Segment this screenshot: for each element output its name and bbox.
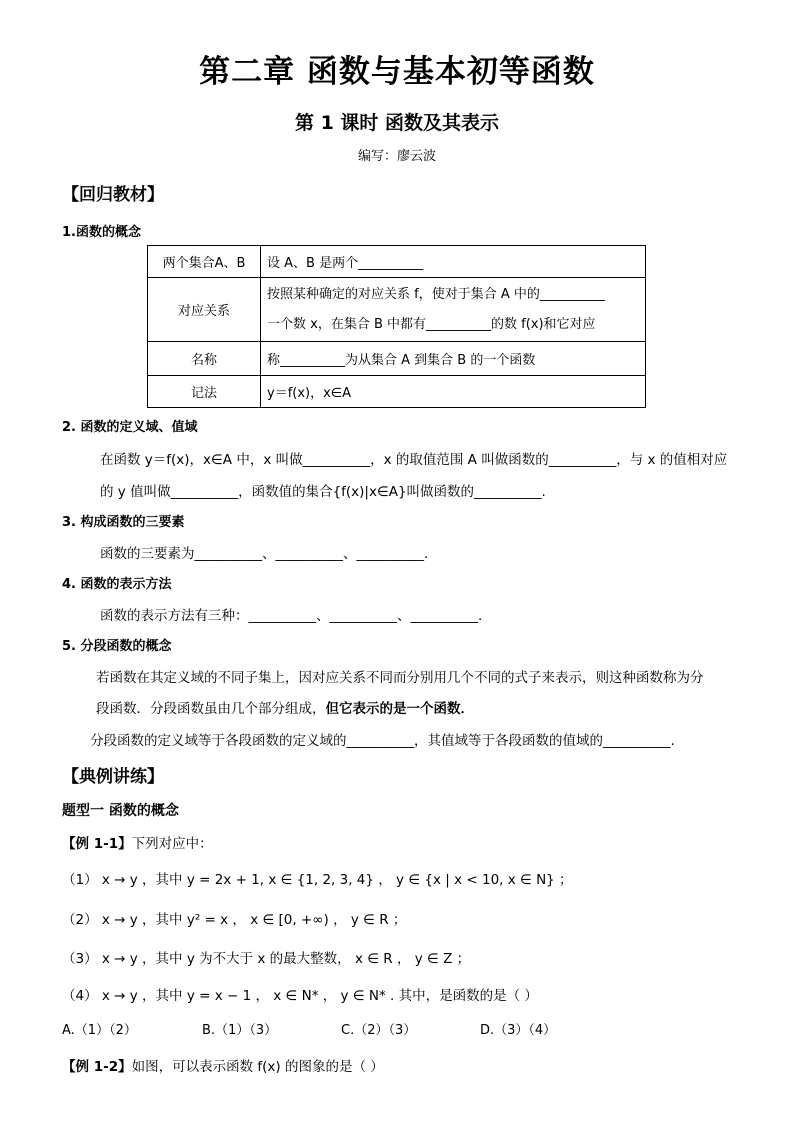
list-item: （2） x → y ，其中 y² = x ， x ∈ [0, +∞) ， y ∈ R ； bbox=[62, 912, 407, 928]
concept-table bbox=[147, 245, 646, 408]
table-cell-content: 称__________为从集合 A 到集合 B 的一个函数 bbox=[261, 342, 646, 376]
piecewise-text: 段函数．分段函数虽由几个部分组成， bbox=[96, 701, 326, 717]
example-tag: 【例 1-1】 bbox=[62, 836, 132, 852]
paragraph-three-elements: 函数的三要素为__________、__________、__________. bbox=[100, 546, 429, 562]
paragraph-piecewise-line1: 若函数在其定义域的不同子集上，因对应关系不同而分别用几个不同的式子来表示，则这种函数称为分 bbox=[96, 670, 704, 686]
paragraph-representation: 函数的表示方法有三种：__________、__________、__________. bbox=[100, 608, 483, 624]
lesson-subtitle: 第 1 课时 函数及其表示 bbox=[294, 112, 500, 134]
table-row bbox=[148, 376, 646, 408]
author-line: 编写：廖云波 bbox=[357, 149, 436, 164]
option-d: D.（3）（4） bbox=[480, 1023, 557, 1038]
table-cell-label: 记法 bbox=[148, 376, 261, 408]
table-cell-line: 按照某种确定的对应关系 f，使对于集合 A 中的__________ bbox=[267, 286, 605, 302]
page-title: 第二章 函数与基本初等函数 bbox=[199, 54, 595, 90]
option-b: B.（1）（3） bbox=[202, 1023, 278, 1038]
heading-piecewise: 5. 分段函数的概念 bbox=[62, 639, 172, 654]
option-a: A.（1）（2） bbox=[62, 1023, 137, 1038]
example-text: 下列对应中： bbox=[131, 836, 213, 852]
section-heading-textbook: 【回归教材】 bbox=[62, 185, 164, 205]
list-item: （1） x → y ，其中 y = 2x + 1, x ∈ {1, 2, 3, 4} ， y ∈ {x | x < 10, x ∈ N} ； bbox=[62, 872, 573, 888]
list-item: （3） x → y ，其中 y 为不大于 x 的最大整数， x ∈ R ， y ∈ Z ； bbox=[62, 951, 471, 967]
heading-function-concept: 1.函数的概念 bbox=[62, 225, 141, 240]
list-item: （4） x → y ，其中 y = x − 1 ， x ∈ N* ， y ∈ N* . 其中，是函数的是（ ） bbox=[62, 988, 538, 1004]
table-cell-content bbox=[261, 278, 646, 342]
table-cell-label: 两个集合A、B bbox=[148, 246, 261, 278]
heading-representation: 4. 函数的表示方法 bbox=[62, 577, 172, 592]
table-cell-content: 设 A、B 是两个__________ bbox=[261, 246, 646, 278]
example-1-1 bbox=[62, 832, 213, 852]
table-cell-label: 名称 bbox=[148, 342, 261, 376]
paragraph-domain-line1: 在函数 y＝f(x)，x∈A 中，x 叫做__________，x 的取值范围 A 叫做函数的__________，与 x 的值相对应 bbox=[100, 452, 728, 468]
heading-domain-range: 2. 函数的定义域、值域 bbox=[62, 420, 198, 435]
section-heading-examples: 【典例讲练】 bbox=[62, 767, 164, 787]
example-text: 如图，可以表示函数 f(x) 的图象的是（ ） bbox=[131, 1059, 384, 1075]
paragraph-piecewise-line3: 分段函数的定义域等于各段函数的定义域的__________，其值域等于各段函数的值域的__________. bbox=[90, 733, 675, 749]
table-row bbox=[148, 246, 646, 278]
table-cell-line: 一个数 x，在集合 B 中都有__________的数 f(x)和它对应 bbox=[267, 316, 596, 332]
table-cell-content: y＝f(x)，x∈A bbox=[261, 376, 646, 408]
piecewise-emphasis: 但它表示的是一个函数． bbox=[325, 701, 474, 717]
paragraph-domain-line2: 的 y 值叫做__________，函数值的集合{f(x)|x∈A}叫做函数的__________. bbox=[100, 484, 546, 500]
example-tag: 【例 1-2】 bbox=[62, 1059, 132, 1075]
heading-three-elements: 3. 构成函数的三要素 bbox=[62, 515, 185, 530]
table-row bbox=[148, 342, 646, 376]
table-row bbox=[148, 278, 646, 342]
example-1-2 bbox=[62, 1055, 384, 1075]
type-heading: 题型一 函数的概念 bbox=[62, 803, 179, 819]
option-c: C.（2）（3） bbox=[341, 1023, 417, 1038]
table-cell-label: 对应关系 bbox=[148, 278, 261, 342]
paragraph-piecewise-line2 bbox=[96, 697, 474, 717]
